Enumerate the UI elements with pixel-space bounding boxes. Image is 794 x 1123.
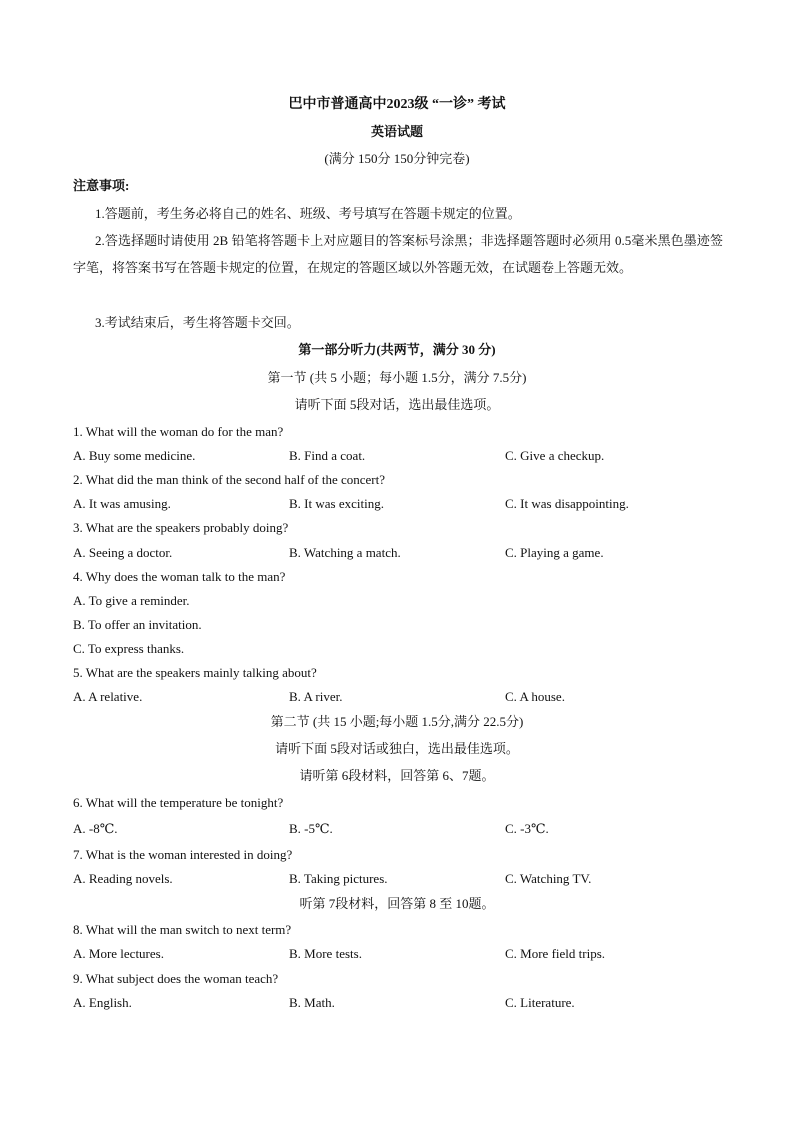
- q4-option-b: B. To offer an invitation.: [73, 617, 202, 632]
- q9-option-a: A. English.: [73, 995, 132, 1010]
- q4-option-c: C. To express thanks.: [73, 641, 185, 656]
- q7-option-c: C. Watching TV.: [505, 871, 592, 886]
- q1-option-c: C. Give a checkup.: [505, 448, 605, 463]
- notice-item-2: 2.答选择题时请使用 2B 铅笔将答题卡上对应题目的答案标号涂黑；非选择题答题时必须用 0.5毫米黑色墨迹签字笔，将答案书写在答题卡规定的位置，在规定的答题区域以外答题无效，在试题卷上答题无效。: [73, 233, 723, 275]
- notice-item-1: 1.答题前，考生务必将自己的姓名、班级、考号填写在答题卡规定的位置。: [95, 206, 521, 221]
- notice-item-3: 3.考试结束后，考生将答题卡交回。: [95, 315, 300, 330]
- question-3: 3. What are the speakers probably doing?: [73, 520, 289, 535]
- q9-option-b: B. Math.: [289, 995, 335, 1010]
- question-9: 9. What subject does the woman teach?: [73, 971, 279, 986]
- q6-option-b: B. -5℃.: [289, 821, 333, 836]
- q5-option-b: B. A river.: [289, 689, 343, 704]
- q8-option-b: B. More tests.: [289, 946, 362, 961]
- section2-instruction: 请听下面 5段对话或独白，选出最佳选项。: [275, 741, 519, 756]
- q8-option-c: C. More field trips.: [505, 946, 606, 961]
- q3-option-b: B. Watching a match.: [289, 545, 401, 560]
- question-5: 5. What are the speakers mainly talking about?: [73, 665, 317, 680]
- section2-heading: 第二节 (共 15 小题;每小题 1.5分,满分 22.5分): [270, 714, 524, 729]
- question-7: 7. What is the woman interested in doing?: [73, 847, 293, 862]
- question-2: 2. What did the man think of the second half of the concert?: [73, 472, 386, 487]
- q4-option-a: A. To give a reminder.: [73, 593, 190, 608]
- q3-option-c: C. Playing a game.: [505, 545, 604, 560]
- q8-option-a: A. More lectures.: [73, 946, 164, 961]
- q3-option-a: A. Seeing a doctor.: [73, 545, 173, 560]
- material-7-instruction: 听第 7段材料，回答第 8 至 10题。: [299, 896, 495, 911]
- question-1: 1. What will the woman do for the man?: [73, 424, 284, 439]
- q6-option-c: C. -3℃.: [505, 821, 549, 836]
- part1-heading: 第一部分听力(共两节，满分 30 分): [298, 342, 496, 357]
- q1-option-a: A. Buy some medicine.: [73, 448, 196, 463]
- q9-option-c: C. Literature.: [505, 995, 575, 1010]
- question-6: 6. What will the temperature be tonight?: [73, 795, 284, 810]
- material-6-instruction: 请听第 6段材料，回答第 6、7题。: [299, 768, 495, 783]
- q2-option-b: B. It was exciting.: [289, 496, 384, 511]
- q5-option-c: C. A house.: [505, 689, 565, 704]
- exam-title: 巴中市普通高中2023级 “一诊” 考试: [288, 97, 506, 112]
- question-4: 4. Why does the woman talk to the man?: [73, 569, 286, 584]
- q5-option-a: A. A relative.: [73, 689, 143, 704]
- q6-option-a: A. -8℃.: [73, 821, 118, 836]
- q7-option-a: A. Reading novels.: [73, 871, 173, 886]
- notice-heading: 注意事项:: [73, 178, 130, 193]
- q2-option-c: C. It was disappointing.: [505, 496, 629, 511]
- exam-subject: 英语试题: [370, 124, 423, 139]
- q2-option-a: A. It was amusing.: [73, 496, 171, 511]
- question-8: 8. What will the man switch to next term?: [73, 922, 292, 937]
- section1-instruction: 请听下面 5段对话，选出最佳选项。: [294, 397, 500, 412]
- score-note: (满分 150分 150分钟完卷): [324, 151, 470, 166]
- q7-option-b: B. Taking pictures.: [289, 871, 388, 886]
- q1-option-b: B. Find a coat.: [289, 448, 366, 463]
- section1-heading: 第一节 (共 5 小题；每小题 1.5分，满分 7.5分): [267, 370, 527, 385]
